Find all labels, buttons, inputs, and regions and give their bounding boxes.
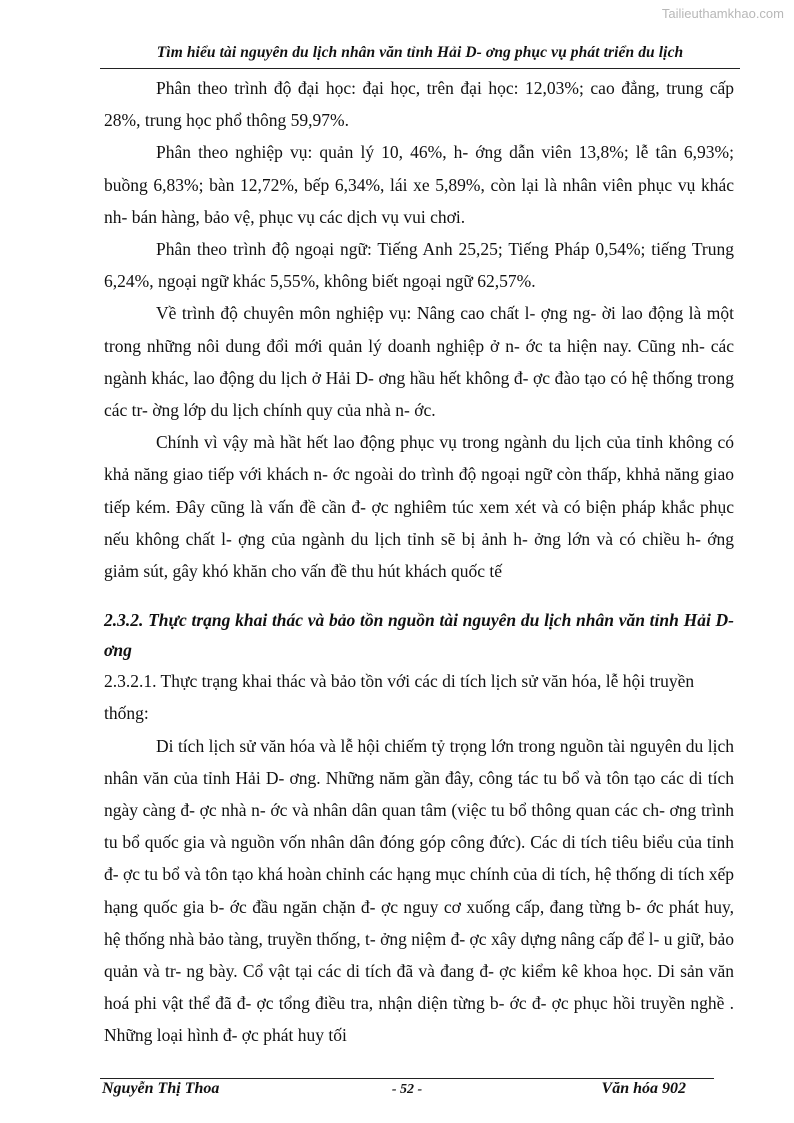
paragraph-education-level: Phân theo trình độ đại học: đại học, trên đại học: 12,03%; cao đẳng, trung cấp 28%, trung học phổ thông 59,97%. xyxy=(104,78,734,131)
paragraph-foreign-language: Phân theo trình độ ngoại ngữ: Tiếng Anh 25,25; Tiếng Pháp 0,54%; tiếng Trung 6,24%, ngoại ngữ khác 5,55%, không biết ngoại ngữ 62,57%. xyxy=(104,239,734,292)
footer-author: Nguyễn Thị Thoa xyxy=(102,1080,220,1097)
footer-divider xyxy=(100,1078,714,1079)
paragraph-profession: Phân theo nghiệp vụ: quản lý 10, 46%, h- ớng dẫn viên 13,8%; lễ tân 6,93%; buồng 6,83%; bàn 12,72%, bếp 6,34%, lái xe 5,89%, còn lại là nhân viên phục vụ khác nh- bán hàng, bảo vệ, phục vụ các dịch vụ vui chơi. xyxy=(104,142,734,227)
running-header: Tìm hiểu tài nguyên du lịch nhân văn tỉnh Hải D- ơng phục vụ phát triển du lịch xyxy=(156,44,684,61)
paragraph-consequence: Chính vì vậy mà hầt hết lao động phục vụ trong ngành du lịch của tỉnh không có khả năng giao tiếp với khách n- ớc ngoài do trình độ ngoại ngữ còn thấp, khhả năng giao tiếp kém. Đây cũng là vấn đề cần đ- ợc nghiêm túc xem xét và có biện pháp khắc phục nếu không chất l- ợng của ngành du lịch tỉnh sẽ bị ảnh h- ởng lớn và có chiều h- ớng giảm sút, gây khó khăn cho vấn đề thu hút khách quốc tế xyxy=(104,432,734,582)
subsection-heading: 2.3.2.1. Thực trạng khai thác và bảo tồn với các di tích lịch sử văn hóa, lễ hội truyền thống: xyxy=(104,671,695,724)
watermark: Tailieuthamkhao.com xyxy=(661,6,784,21)
document-body xyxy=(104,72,734,1052)
section-heading: 2.3.2. Thực trạng khai thác và bảo tồn nguồn tài nguyên du lịch nhân văn tỉnh Hải D- ơng xyxy=(104,610,734,661)
paragraph-professional-skill: Về trình độ chuyên môn nghiệp vụ: Nâng cao chất l- ợng ng- ời lao động là một trong những nôi dung đổi mới quản lý doanh nghiệp ở n- ớc ta hiện nay. Cũng nh- các ngành khác, lao động du lịch ở Hải D- ơng hầu hết không đ- ợc đào tạo có hệ thống trong các tr- ờng lớp du lịch chính quy của nhà n- ớc. xyxy=(104,303,734,421)
header-divider xyxy=(100,68,740,69)
footer xyxy=(100,1080,714,1104)
footer-course: Văn hóa 902 xyxy=(601,1080,686,1097)
page-number: - 52 - xyxy=(391,1082,423,1097)
paragraph-heritage: Di tích lịch sử văn hóa và lễ hội chiếm tỷ trọng lớn trong nguồn tài nguyên du lịch nhân văn của tỉnh Hải D- ơng. Những năm gần đây, công tác tu bổ và tôn tạo các di tích ngày càng đ- ợc nhà n- ớc và nhân dân quan tâm (việc tu bổ thông quan các ch- ơng trình tu bổ quốc gia và nguồn vốn nhân dân đóng góp công đức). Các di tích tiêu biểu của tỉnh đ- ợc tu bổ và tôn tạo khá hoàn chỉnh các hạng mục chính của di tích, hệ thống di tích xếp hạng quốc gia b- ớc đầu ngăn chặn đ- ợc nguy cơ xuống cấp, đang từng b- ớc phát huy, hệ thống nhà bảo tàng, truyền thống, t- ởng niệm đ- ợc xây dựng nâng cấp để l- u giữ, bảo quản và tr- ng bày. Cổ vật tại các di tích đã và đang đ- ợc kiểm kê khoa học. Di sản văn hoá phi vật thể đã đ- ợc tổng điều tra, nhận diện từng b- ớc đ- ợc phục hồi truyền nghề . Những loại hình đ- ợc phát huy tối xyxy=(104,735,734,1046)
